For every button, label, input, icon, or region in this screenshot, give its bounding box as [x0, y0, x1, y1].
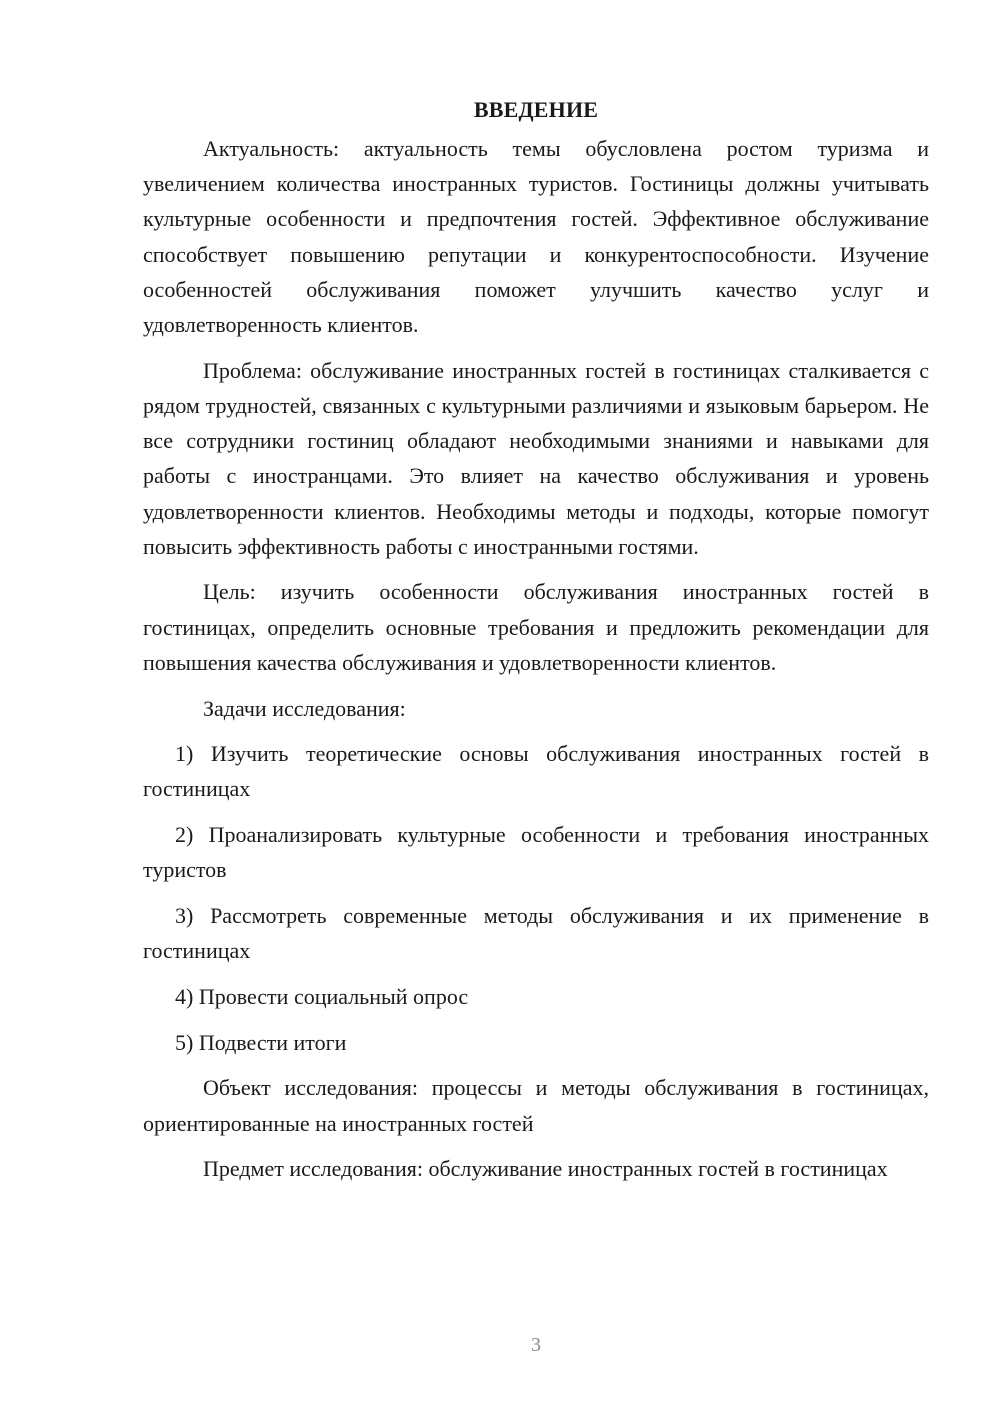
- task-item: 1) Изучить теоретические основы обслуживания иностранных гостей в гостиницах: [143, 741, 929, 802]
- paragraph-tasks-heading: Задачи исследования:: [203, 695, 406, 721]
- paragraph-object: Объект исследования: процессы и методы обслуживания в гостиницах, ориентированные на иностранных гостей: [143, 1075, 929, 1136]
- section-title: ВВЕДЕНИЕ: [473, 97, 599, 122]
- task-item: 5) Подвести итоги: [175, 1029, 347, 1055]
- document-page: [143, 92, 929, 1197]
- page-number: 3: [531, 1334, 541, 1356]
- paragraph-relevance: Актуальность: актуальность темы обусловлена ростом туризма и увеличением количества иностранных туристов. Гостиницы должны учитывать культурные особенности и предпочтения гостей. Эффективное обслуживание способствует повышению репутации и конкурентоспособности. Изучение особенностей обслуживания поможет улучшить качество услуг и удовлетворенность клиентов.: [143, 136, 929, 338]
- task-item: 3) Рассмотреть современные методы обслуживания и их применение в гостиницах: [143, 903, 929, 964]
- task-item: 4) Провести социальный опрос: [175, 983, 469, 1009]
- task-item: 2) Проанализировать культурные особенности и требования иностранных туристов: [143, 822, 929, 883]
- paragraph-goal: Цель: изучить особенности обслуживания иностранных гостей в гостиницах, определить основные требования и предложить рекомендации для повышения качества обслуживания и удовлетворенности клиентов.: [143, 579, 929, 675]
- paragraph-subject: Предмет исследования: обслуживание иностранных гостей в гостиницах: [203, 1156, 888, 1182]
- paragraph-problem: Проблема: обслуживание иностранных гостей в гостиницах сталкивается с рядом трудностей, связанных с культурными различиями и языковым барьером. Не все сотрудники гостиниц обладают необходимыми знаниями и навыками для работы с иностранцами. Это влияет на качество обслуживания и уровень удовлетворенности клиентов. Необходимы методы и подходы, которые помогут повысить эффективность работы с иностранными гостями.: [143, 357, 929, 559]
